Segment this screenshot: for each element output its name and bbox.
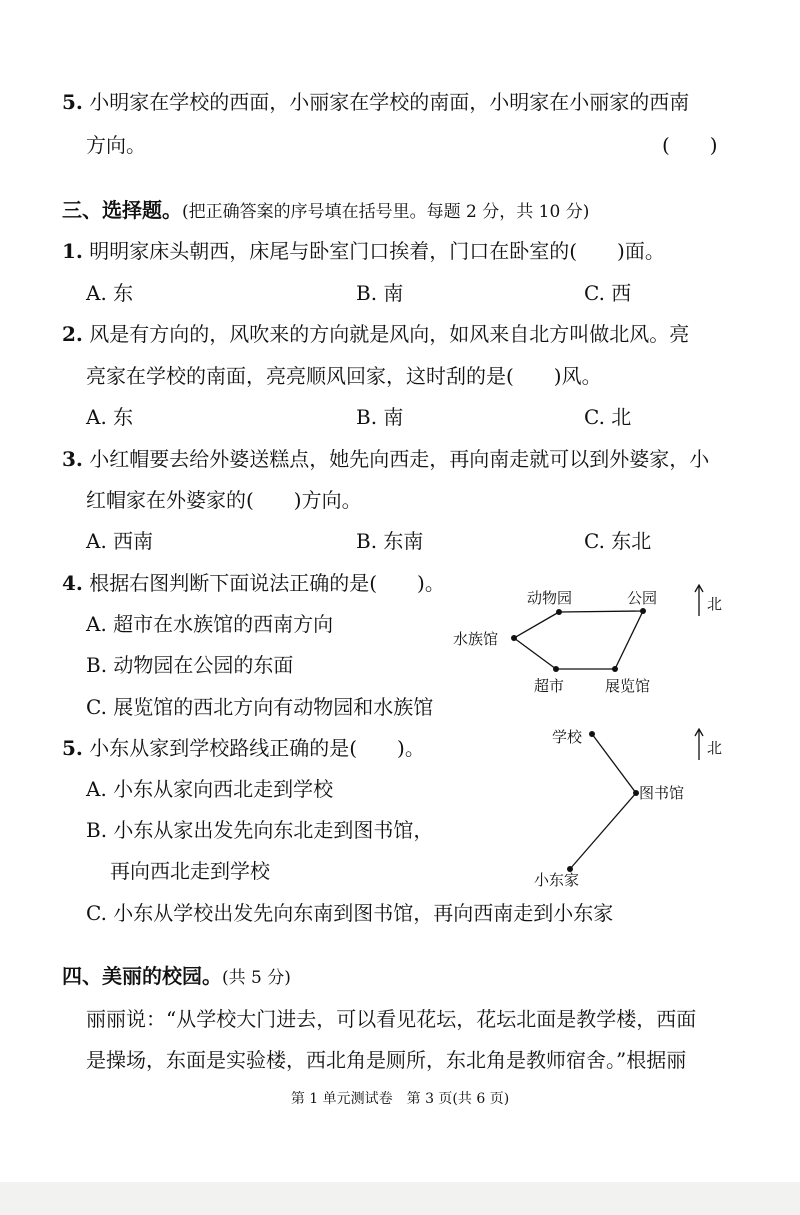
- map-point: [612, 666, 618, 672]
- map-label-aquarium: 水族馆: [453, 630, 499, 648]
- question-3: [62, 445, 709, 473]
- option-b[interactable]: B. 南: [356, 405, 404, 429]
- question-number: 5.: [62, 736, 83, 760]
- answer-bracket[interactable]: ( ): [662, 133, 718, 157]
- section-note: (共 5 分): [222, 968, 291, 988]
- judge-5-line2: 方向。: [86, 133, 146, 157]
- section-4-header: [62, 962, 291, 992]
- question-text: 根据右图判断下面说法正确的是( )。: [89, 571, 445, 595]
- q4-route-lines: [514, 611, 643, 669]
- question-number: 5.: [62, 90, 83, 114]
- question-text: 风是有方向的，风吹来的方向就是风向，如风来自北方叫做北风。亮: [89, 322, 690, 346]
- map-label-park: 公园: [627, 589, 658, 607]
- section-4-paragraph-line1: 丽丽说：“从学校大门进去，可以看见花坛，花坛北面是教学楼，西面: [86, 1007, 697, 1031]
- north-label: 北: [707, 595, 723, 613]
- map-label-school: 学校: [552, 728, 583, 746]
- question-number: 4.: [62, 571, 83, 595]
- page-bottom-margin: [0, 1182, 800, 1215]
- section-note: (把正确答案的序号填在括号里。每题 2 分，共 10 分): [182, 202, 590, 222]
- question-text: 小红帽要去给外婆送糕点，她先向西走，再向南走就可以到外婆家，小: [89, 447, 710, 471]
- option-b[interactable]: B. 小东从家出发先向东北走到图书馆，: [86, 818, 434, 842]
- question-5: [62, 734, 425, 762]
- question-number: 1.: [62, 239, 83, 263]
- judge-5: [62, 88, 689, 116]
- option-c[interactable]: C. 西: [584, 281, 632, 305]
- map-point: [511, 635, 517, 641]
- q4-direction-map: [445, 578, 735, 703]
- option-a[interactable]: A. 东: [86, 281, 134, 305]
- map-label-supermarket: 超市: [534, 677, 565, 695]
- question-4: [62, 569, 445, 597]
- page-footer: 第 1 单元测试卷 第 3 页(共 6 页): [290, 1091, 510, 1107]
- section-3-header: [62, 196, 589, 226]
- section-4-paragraph-line2: 是操场，东面是实验楼，西北角是厕所，东北角是教师宿舍。”根据丽: [86, 1048, 687, 1072]
- north-label: 北: [707, 739, 723, 757]
- option-a[interactable]: A. 超市在水族馆的西南方向: [86, 612, 334, 636]
- option-b-continued: 再向西北走到学校: [110, 859, 270, 883]
- option-c[interactable]: C. 展览馆的西北方向有动物园和水族馆: [86, 695, 434, 719]
- north-arrow-icon: [695, 729, 703, 760]
- map-label-exhibition-hall: 展览馆: [605, 677, 651, 695]
- section-title: 四、美丽的校园。: [62, 964, 222, 988]
- option-c[interactable]: C. 北: [584, 405, 632, 429]
- map-point: [640, 608, 646, 614]
- option-b[interactable]: B. 南: [356, 281, 404, 305]
- q5-route-lines: [570, 734, 636, 869]
- map-label-zoo: 动物园: [527, 589, 573, 607]
- question-number: 3.: [62, 447, 83, 471]
- option-c[interactable]: C. 东北: [584, 529, 652, 553]
- question-3-line2: 红帽家在外婆家的( )方向。: [86, 488, 362, 512]
- section-title: 三、选择题。: [62, 198, 182, 222]
- map-point: [556, 609, 562, 615]
- question-text: 小东从家到学校路线正确的是( )。: [89, 736, 425, 760]
- option-b[interactable]: B. 动物园在公园的东面: [86, 653, 294, 677]
- question-text: 小明家在学校的西面，小丽家在学校的南面，小明家在小丽家的西南: [89, 90, 690, 114]
- option-c[interactable]: C. 小东从学校出发先向东南到图书馆，再向西南走到小东家: [86, 901, 614, 925]
- map-label-xiaodong-home: 小东家: [534, 871, 580, 889]
- map-label-library: 图书馆: [639, 784, 685, 802]
- question-number: 2.: [62, 322, 83, 346]
- q5-direction-map: [525, 722, 735, 892]
- map-point: [553, 666, 559, 672]
- option-a[interactable]: A. 西南: [86, 529, 154, 553]
- question-2-line2: 亮家在学校的南面，亮亮顺风回家，这时刮的是( )风。: [86, 364, 602, 388]
- option-b[interactable]: B. 东南: [356, 529, 424, 553]
- map-point: [589, 731, 595, 737]
- question-2: [62, 320, 689, 348]
- option-a[interactable]: A. 东: [86, 405, 134, 429]
- question-1: [62, 237, 665, 265]
- option-a[interactable]: A. 小东从家向西北走到学校: [86, 777, 334, 801]
- north-arrow-icon: [695, 585, 703, 616]
- question-text: 明明家床头朝西，床尾与卧室门口挨着，门口在卧室的( )面。: [89, 239, 665, 263]
